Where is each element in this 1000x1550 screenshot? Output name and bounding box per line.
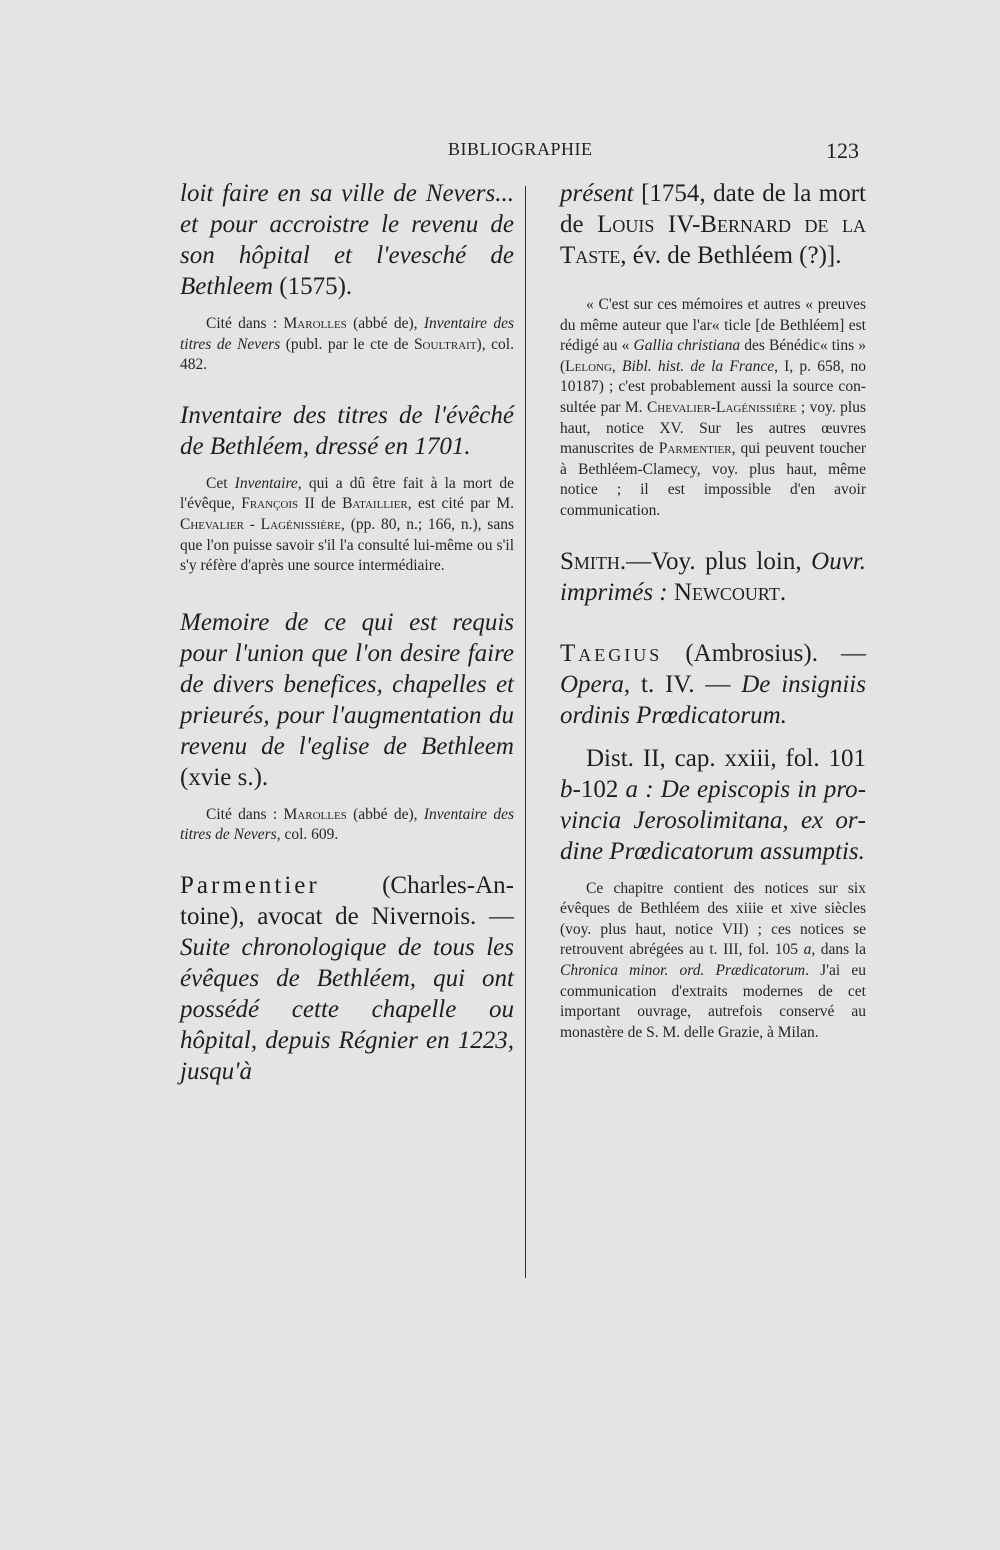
running-title: BIBLIOGRAPHIE	[448, 139, 593, 159]
left-column	[180, 178, 514, 1087]
entry-note: Ce chapitre contient des notices sur six évêques de Bethléem des xiiie et xive siècles (voy. plus haut, notice VII) ; ces notices se retrouvent abrégées au t. III, fol. 105 a, dans la Chronica minor. ord. Prædicatorum. J'ai eu communication d'extraits modernes de cet important ouvrage, autrefois conservé au monastère de S. M. delle Grazie, à Milan.	[560, 879, 867, 1041]
entry-title-continued: présent [1754, date de la mort de Louis IV-Bernard de la Taste, év. de Bethléem (?)].	[560, 180, 866, 269]
entry-note: Cité dans : Marolles (abbé de), Inventaire des titres de Nevers, col. 609.	[180, 805, 514, 844]
entry-title: Taegius (Ambrosius). — Opera, t. IV. — De insigniis ordinis Prœdicatorum.	[560, 639, 866, 729]
entry-note: Cité dans : Marolles (abbé de), Inventaire des titres de Nevers (publ. par le cte de Soultrait), col. 482.	[180, 315, 514, 374]
author-name: Smith	[560, 547, 620, 575]
column-divider	[525, 186, 526, 1278]
right-column	[560, 178, 866, 1043]
page-number: 123	[826, 138, 859, 163]
author-name: Parmentier	[180, 871, 320, 899]
entry-subtitle: Dist. II, cap. xxiii, fol. 101 b-102 a : De episcopis in provincia Jerosolimitana, ex ordine Prœdicatorum assumptis.	[560, 744, 867, 865]
entry-title: Inventaire des titres de l'évêché de Bethléem, dressé en 1701.	[180, 401, 514, 460]
entry-title: Memoire de ce qui est requis pour l'union que l'on desire faire de divers benefices, chapelles et prieurés, pour l'augmentation du revenu de l'eglise de Bethleem (xvie s.).	[180, 608, 514, 791]
entry-title: Parmentier (Charles-Antoine), avocat de Nivernois. — Suite chronologique de tous les évêques de Bethléem, qui ont possédé cette chapelle ou hôpital, depuis Régnier en 1223, jusqu'à	[180, 871, 514, 1085]
entry-title: loit faire en sa ville de Nevers... et pour accroistre le revenu de son hôpital et l'evesché de Bethleem (1575).	[180, 180, 514, 300]
author-name: Taegius	[560, 639, 663, 667]
entry-note: « C'est sur ces mémoires et autres « preuves du même auteur que l'ar« ticle [de Bethléem] est rédigé au « Gallia christiana des Bénédic« tins » (Lelong, Bibl. hist. de la France, I, p. 658, no 10187) ; c'est probablement aussi la source consultée par M. Chevalier-Lagénissière ; voy. plus haut, notice XV. Sur les autres œuvres manuscrites de Parmentier, qui peuvent toucher à Bethléem-Clamecy, voy. plus haut, même notice ; il est impossible d'en avoir communication.	[560, 296, 867, 519]
entry-note: Cet Inventaire, qui a dû être fait à la mort de l'évêque, François II de Bataillier, est cité par M. Chevalier - Lagénissière, (pp. 80, n.; 166, n.), sans que l'on puisse savoir s'il l'a consulté lui-même ou s'il s'y réfère d'après une source intermédiaire.	[180, 474, 514, 575]
entry-title: Smith.—Voy. plus loin, Ouvr. imprimés : Newcourt.	[560, 547, 866, 606]
